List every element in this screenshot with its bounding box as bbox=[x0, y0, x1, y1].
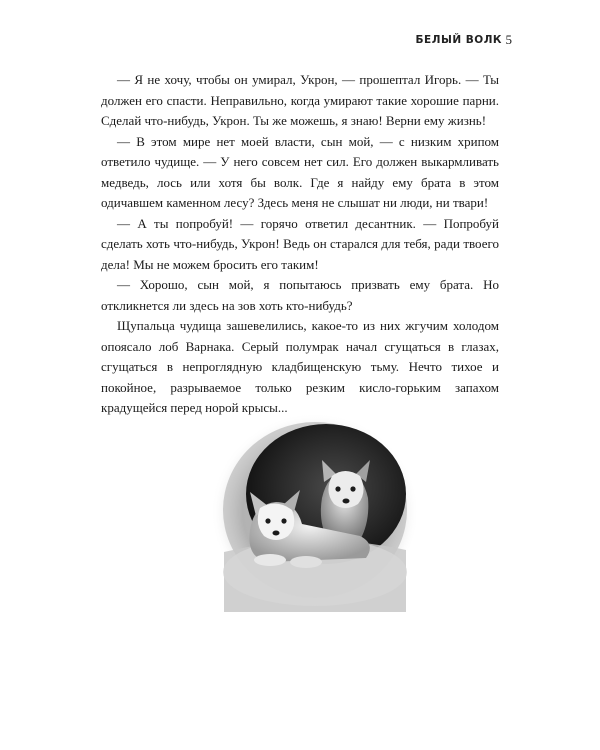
page-number: 5 bbox=[505, 32, 512, 47]
body-text bbox=[101, 70, 499, 419]
running-head: БЕЛЫЙ ВОЛК bbox=[415, 34, 502, 46]
paragraph: — А ты попробуй! — горячо ответил десантник. — Попробуй сделать хоть что-нибудь, Укрон! Ведь он старался для тебя, ради твоего дела! Мы не можем бросить его таким! bbox=[101, 215, 499, 272]
paragraph: Щупальца чудища зашевелились, какое-то из них жгучим холодом опоясало лоб Варнака. Серый полумрак начал сгущаться в глазах, сгущаться в непроглядную кладбищенскую тьму. Нечто тихое и покойное, разрываемое только резким кисло-горьким запахом крадущейся перед норой крысы... bbox=[101, 318, 499, 415]
wolf-cubs-illustration bbox=[210, 412, 420, 612]
paragraph: — Я не хочу, чтобы он умирал, Укрон, — прошептал Игорь. — Ты должен его спасти. Неправильно, когда умирают такие хорошие парни. Сделай что-нибудь, Укрон. Ты же можешь, я знаю! Верни ему жизнь! bbox=[101, 72, 499, 128]
paragraph: — В этом мире нет моей власти, сын мой, — с низким хрипом ответило чудище. — У него совсем нет сил. Его должен выкармливать медведь, лось или хотя бы волк. Где я найду ему брата в этом одичавшем каменном лесу? Здесь меня не слышат ни люди, ни твари! bbox=[101, 133, 499, 210]
paragraph: — Хорошо, сын мой, я попытаюсь призвать ему брата. Но откликнется ли здесь на зов хоть кто-нибудь? bbox=[101, 277, 499, 313]
